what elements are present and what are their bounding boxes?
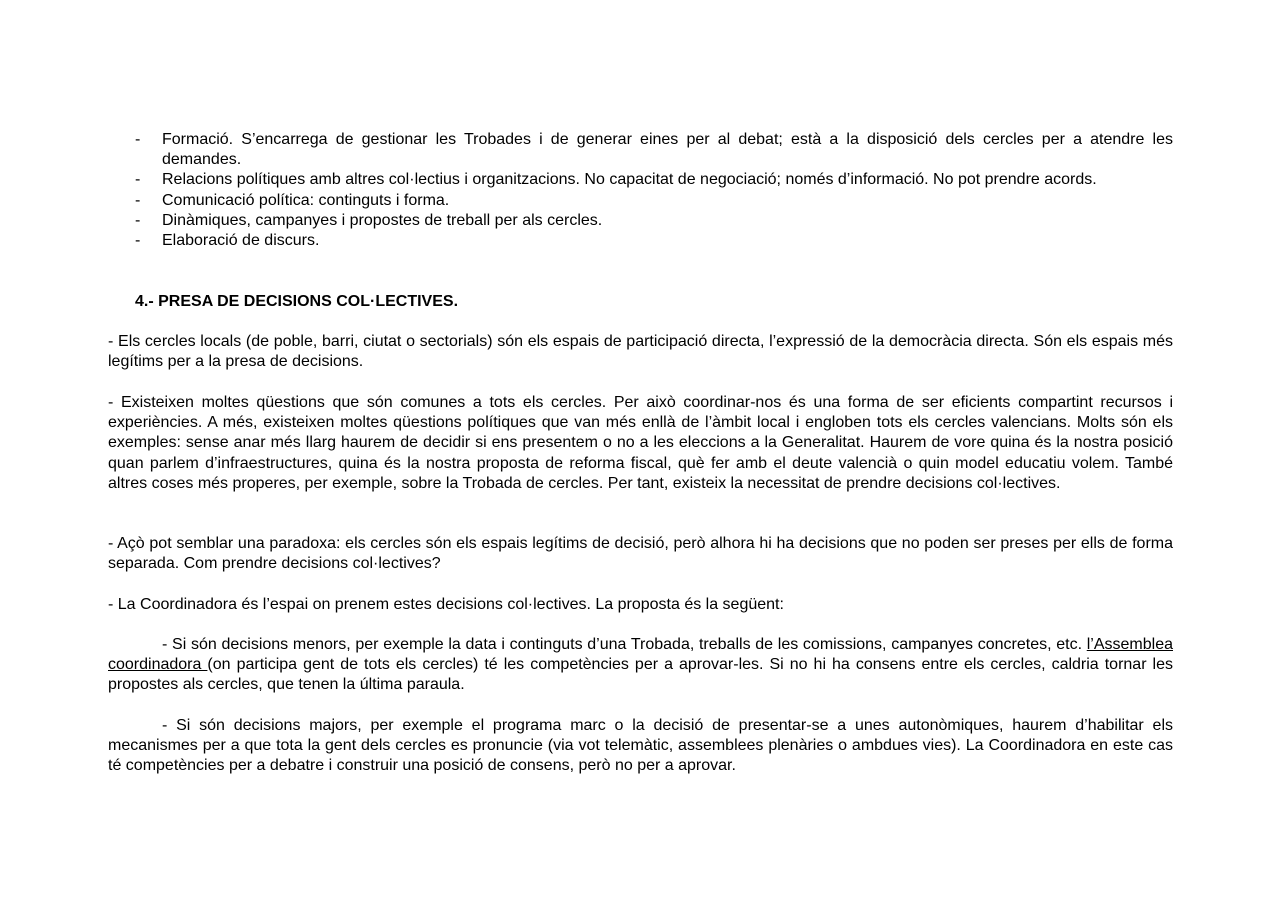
bullet-marker: - bbox=[135, 211, 141, 229]
list-item-text: Elaboració de discurs. bbox=[162, 232, 320, 250]
list-item-text: Dinàmiques, campanyes i propostes de treball per als cercles. bbox=[162, 211, 603, 229]
paragraph-common-questions: - Existeixen moltes qüestions que són comunes a tots els cercles. Per això coordinar-nos és una forma de ser eficients compartint recursos i experiències. A més, existeixen moltes qüestions polítiques que van més enllà de l’àmbit local i engloben tots els cercles valencians. Molts són els exemples: sense anar més llarg haurem de decidir si ens presentem o no a les eleccions a la Generalitat. Haurem de vore quina és la nostra posició quan parlem d’infraestructures, quina és la nostra proposta de reforma fiscal, què fer amb el deute valencià o quin model educatiu volem. També altres coses més properes, per exemple, sobre la Trobada de cercles. Per tant, existeix la necessitat de prendre decisions col·lectives. bbox=[108, 394, 1173, 492]
list-item-text: Relacions polítiques amb altres col·lectius i organitzacions. No capacitat de negociació; només d’informació. No pot prendre acords. bbox=[162, 171, 1097, 189]
list-item bbox=[135, 170, 1173, 190]
paragraph-paradox: - Açò pot semblar una paradoxa: els cercles són els espais legítims de decisió, però alhora hi ha decisions que no poden ser preses per ells de forma separada. Com prendre decisions col·lectives? bbox=[108, 535, 1173, 573]
major-decisions-text: - Si són decisions majors, per exemple el programa marc o la decisió de presentar-se a unes autonòmiques, haurem d’habilitar els mecanismes per a que tota la gent dels cercles es pronuncie (via vot telemàtic, assemblees plenàries o ambdues vies). La Coordinadora en este cas té competències per a debatre i construir una posició de consens, però no per a aprovar. bbox=[108, 717, 1173, 775]
section-heading: 4.- PRESA DE DECISIONS COL·LECTIVES. bbox=[135, 293, 459, 310]
list-item bbox=[135, 130, 1173, 170]
paragraph-major-decisions bbox=[108, 716, 1173, 777]
assemblea-coordinadora-underline: l’Assemblea coordinadora bbox=[108, 636, 1173, 674]
bullet-marker: - bbox=[135, 191, 141, 209]
bullet-marker: - bbox=[135, 171, 141, 189]
paragraph-minor-decisions bbox=[108, 635, 1173, 696]
bullet-marker: - bbox=[135, 232, 141, 250]
list-item-text: Comunicació política: continguts i forma. bbox=[162, 191, 450, 209]
responsibilities-list bbox=[135, 130, 1173, 251]
minor-decisions-text-continued: (on participa gent de tots els cercles) té les competències per a aprovar-les. Si no hi ha consens entre els cercles, caldria tornar les propostes als cercles, que tenen la última paraula. bbox=[108, 656, 1174, 694]
minor-decisions-text: - Si són decisions menors, per exemple la data i continguts d’una Trobada, treballs de les comissions, campanyes concretes, etc. bbox=[162, 636, 1087, 653]
list-item bbox=[135, 231, 1173, 251]
bullet-marker: - bbox=[135, 131, 141, 148]
list-item-text: Formació. S’encarrega de gestionar les Trobades i de generar eines per al debat; està a la disposició dels cercles per a atendre les demandes. bbox=[162, 131, 1173, 169]
list-item bbox=[135, 191, 1173, 211]
list-item bbox=[135, 211, 1173, 231]
paragraph-coordinadora: - La Coordinadora és l’espai on prenem estes decisions col·lectives. La proposta és la següent: bbox=[108, 596, 784, 613]
paragraph-local-circles: - Els cercles locals (de poble, barri, ciutat o sectorials) són els espais de participació directa, l’expressió de la democràcia directa. Són els espais més legítims per a la presa de decisions. bbox=[108, 333, 1173, 371]
